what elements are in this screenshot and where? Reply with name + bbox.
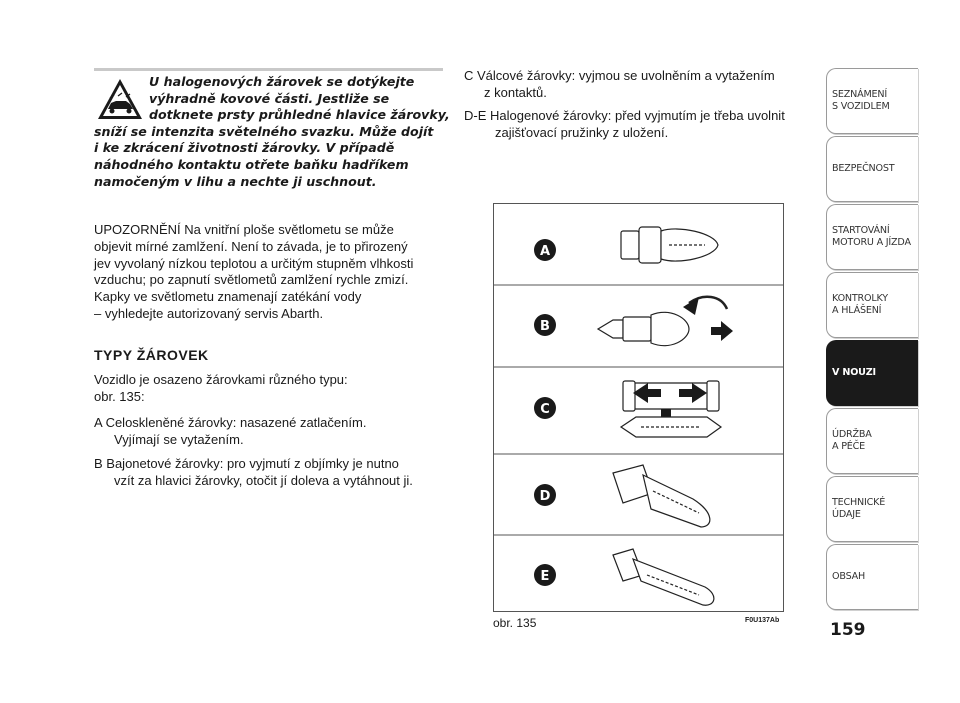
intro-line: Vozidlo je osazeno žárovkami různého typu: xyxy=(94,372,348,387)
svg-text:C: C xyxy=(540,402,550,417)
item-a-line: A Celoskleněné žárovky: nasazené zatlačením. xyxy=(94,415,367,430)
item-b-line: B Bajonetové žárovky: pro vyjmutí z objímky je nutno xyxy=(94,456,399,471)
figure-label-c xyxy=(534,397,556,419)
figure-label-e xyxy=(534,564,556,586)
item-de-line: D-E Halogenové žárovky: před vyjmutím je třeba uvolnit xyxy=(464,108,785,123)
svg-text:E: E xyxy=(540,569,550,584)
nav-tab-label: STARTOVÁNÍ MOTORU A JÍZDA xyxy=(832,225,911,248)
page-number: 159 xyxy=(830,620,866,640)
note-line: – vyhledejte autorizovaný servis Abarth. xyxy=(94,305,324,321)
item-a-line: Vyjímají se vytažením. xyxy=(114,431,244,447)
warning-text xyxy=(94,74,450,190)
note-line: UPOZORNĚNÍ Na vnitřní ploše světlometu se může xyxy=(94,222,394,237)
list-item-b xyxy=(94,456,446,490)
nav-tab-label: ÚDRŽBA A PÉČE xyxy=(832,429,872,452)
warning-line: dotknete prsty průhledné hlavice žárovky, xyxy=(149,107,450,123)
note-line: vzduchu; po zapnutí světlometů zamlžení rychle zmizí. xyxy=(94,272,409,288)
warning-line: i ke zkrácení životnosti žárovky. V případě xyxy=(94,140,395,156)
bulb-types-figure xyxy=(493,203,784,612)
section-intro xyxy=(94,372,446,406)
nav-tab-label: SEZNÁMENÍ S VOZIDLEM xyxy=(832,89,890,112)
note-line: objevit mírné zamlžení. Není to závada, je to přirozený xyxy=(94,238,408,254)
nav-tab-seznameni[interactable] xyxy=(826,68,918,134)
list-item-a xyxy=(94,415,446,449)
warning-line: sníží se intenzita světelného svazku. Může dojít xyxy=(94,123,434,139)
nav-tab-v-nouzi[interactable] xyxy=(826,340,918,406)
nav-tab-bezpecnost[interactable] xyxy=(826,136,918,202)
item-c-line: C Válcové žárovky: vyjmou se uvolněním a vytažením xyxy=(464,68,775,83)
item-c-line: z kontaktů. xyxy=(484,84,547,100)
nav-tab-kontrolky[interactable] xyxy=(826,272,918,338)
list-item-d-e xyxy=(464,108,819,142)
warning-line: U halogenových žárovek se dotýkejte xyxy=(149,74,415,89)
note-line: jev vyvolaný nízkou teplotou a určitým stupněm vlhkosti xyxy=(94,255,414,271)
figure-code: F0U137Ab xyxy=(745,617,780,624)
warning-line: namočeným v lihu a nechte ji uschnout. xyxy=(94,173,377,189)
nav-tab-startovani[interactable] xyxy=(826,204,918,270)
warning-line: výhradně kovové části. Jestliže se xyxy=(149,90,390,106)
nav-tab-label: OBSAH xyxy=(832,571,866,582)
section-heading: TYPY ŽÁROVEK xyxy=(94,347,209,363)
warning-line: náhodného kontaktu otřete baňku hadříkem xyxy=(94,156,409,172)
warning-top-rule xyxy=(94,68,443,71)
note-line: Kapky ve světlometu znamenají zatékání vody xyxy=(94,289,362,305)
nav-tab-technicke[interactable] xyxy=(826,476,918,542)
item-de-line: zajišťovací pružinky z uložení. xyxy=(495,124,669,140)
nav-tab-label: TECHNICKÉ ÚDAJE xyxy=(832,497,886,520)
svg-text:A: A xyxy=(539,244,551,259)
figure-label-d xyxy=(534,484,556,506)
figure-label-a xyxy=(534,239,556,261)
nav-tab-udrzba[interactable] xyxy=(826,408,918,474)
list-item-c xyxy=(464,68,819,102)
nav-tab-label: BEZPEČNOST xyxy=(832,163,895,174)
intro-line: obr. 135: xyxy=(94,388,145,404)
figure-caption: obr. 135 xyxy=(493,616,537,630)
item-b-line: vzít za hlavici žárovky, otočit jí doleva a vytáhnout ji. xyxy=(114,472,413,488)
svg-text:B: B xyxy=(540,319,550,334)
nav-tab-obsah[interactable] xyxy=(826,544,918,610)
note-paragraph xyxy=(94,222,446,323)
figure-label-b xyxy=(534,314,556,336)
bulb-c-drawing xyxy=(621,381,721,437)
nav-tab-label: KONTROLKY A HLÁŠENÍ xyxy=(832,293,888,316)
svg-text:D: D xyxy=(539,489,551,504)
nav-tab-label: V NOUZI xyxy=(832,367,876,378)
